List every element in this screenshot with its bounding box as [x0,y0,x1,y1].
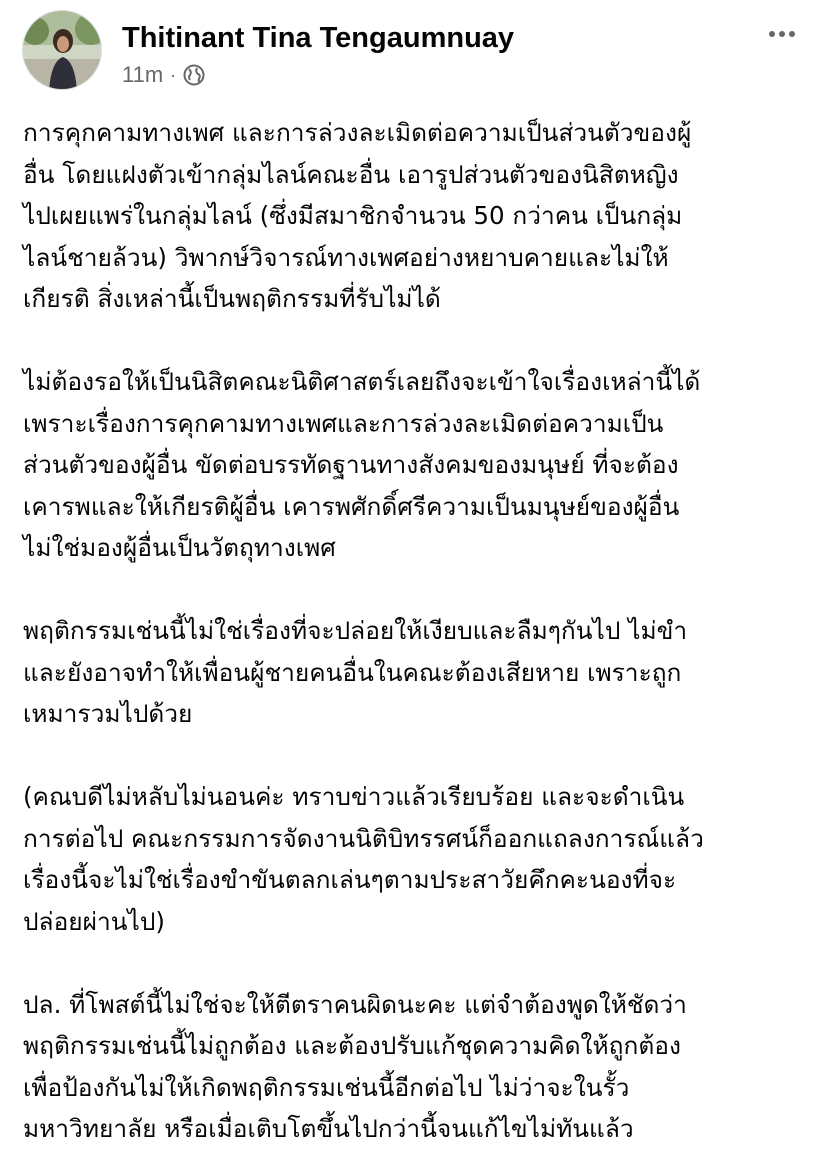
text-line: พฤติกรรมเช่นนี้ไม่ใช่เรื่องที่จะปล่อยให้เงียบและลืมๆกันไป ไม่ขำ [23,616,688,645]
text-line: อื่น โดยแฝงตัวเข้ากลุ่มไลน์คณะอื่น เอารูปส่วนตัวของนิสิตหญิง [23,159,679,189]
text-line: พฤติกรรมเช่นนี้ไม่ถูกต้อง และต้องปรับแก้ชุดความคิดให้ถูกต้อง [23,1031,681,1060]
avatar[interactable] [22,10,102,90]
text-line: เหมารวมไปด้วย [23,699,193,728]
text-line: ไม่ต้องรอให้เป็นนิสิตคณะนิติศาสตร์เลยถึงจะเข้าใจเรื่องเหล่านี้ได้ [23,367,701,396]
text-line: เรื่องนี้จะไม่ใช่เรื่องขำขันตลกเล่นๆตามประสาวัยคึกคะนองที่จะ [23,865,677,894]
author-name[interactable]: Thitinant Tina Tengaumnuay [122,22,515,54]
text-line: การต่อไป คณะกรรมการจัดงานนิติบิทรรศน์ก็ออกแถลงการณ์แล้ว [23,823,704,853]
text-line: เพื่อป้องกันไม่ให้เกิดพฤติกรรมเช่นนี้อีกต่อไป ไม่ว่าจะในรั้ว [23,1072,630,1102]
text-line: ส่วนตัวของผู้อื่น ขัดต่อบรรทัดฐานทางสังคมของมนุษย์ ที่จะต้อง [23,450,679,479]
text-line: ไปเผยแพร่ในกลุ่มไลน์ (ซึ่งมีสมาชิกจำนวน 50 กว่าคน เป็นกลุ่ม [23,201,683,230]
post-paragraph [23,984,803,1150]
text-line: ปล. ที่โพสต์นี้ไม่ใช่จะให้ตีตราคนผิดนะคะ แต่จำต้องพูดให้ชัดว่า [23,989,687,1019]
post-paragraph [23,112,803,320]
text-line: และยังอาจทำให้เพื่อนผู้ชายคนอื่นในคณะต้องเสียหาย เพราะถูก [23,657,682,687]
globe-icon[interactable] [183,64,205,86]
more-dot [779,31,785,37]
text-line: เคารพและให้เกียรติผู้อื่น เคารพศักดิ์ศรีความเป็นมนุษย์ของผู้อื่น [23,491,680,521]
post-meta [122,62,205,88]
post-paragraph [23,361,803,569]
text-line: การคุกคามทางเพศ และการล่วงละเมิดต่อความเป็นส่วนตัวของผู้ [23,118,692,147]
text-line: เพราะเรื่องการคุกคามทางเพศและการล่วงละเมิดต่อความเป็น [23,408,664,438]
text-line: ไม่ใช่มองผู้อื่นเป็นวัตถุทางเพศ [23,533,336,562]
post-paragraph [23,776,803,942]
post-paragraph [23,610,803,735]
text-line: มหาวิทยาลัย หรือเมื่อเติบโตขึ้นไปกว่านี้จนแก้ไขไม่ทันแล้ว [23,1114,634,1143]
more-dot [769,31,775,37]
text-line: (คณบดีไม่หลับไม่นอนค่ะ ทราบข่าวแล้วเรียบร้อย และจะดำเนิน [23,782,685,811]
more-options-icon[interactable] [762,22,802,46]
text-line: ปล่อยผ่านไป) [23,906,165,936]
post-header [22,10,812,90]
post-body [23,112,803,1150]
avatar-photo [23,11,102,90]
text-line: ไลน์ชายล้วน) วิพากษ์วิจารณ์ทางเพศอย่างหยาบคายและไม่ให้ [23,242,669,272]
more-dot [789,31,795,37]
meta-separator: · [170,64,177,85]
text-line: เกียรติ สิ่งเหล่านี้เป็นพฤติกรรมที่รับไม่ได้ [23,284,441,313]
post-timestamp[interactable]: 11m [122,62,164,87]
